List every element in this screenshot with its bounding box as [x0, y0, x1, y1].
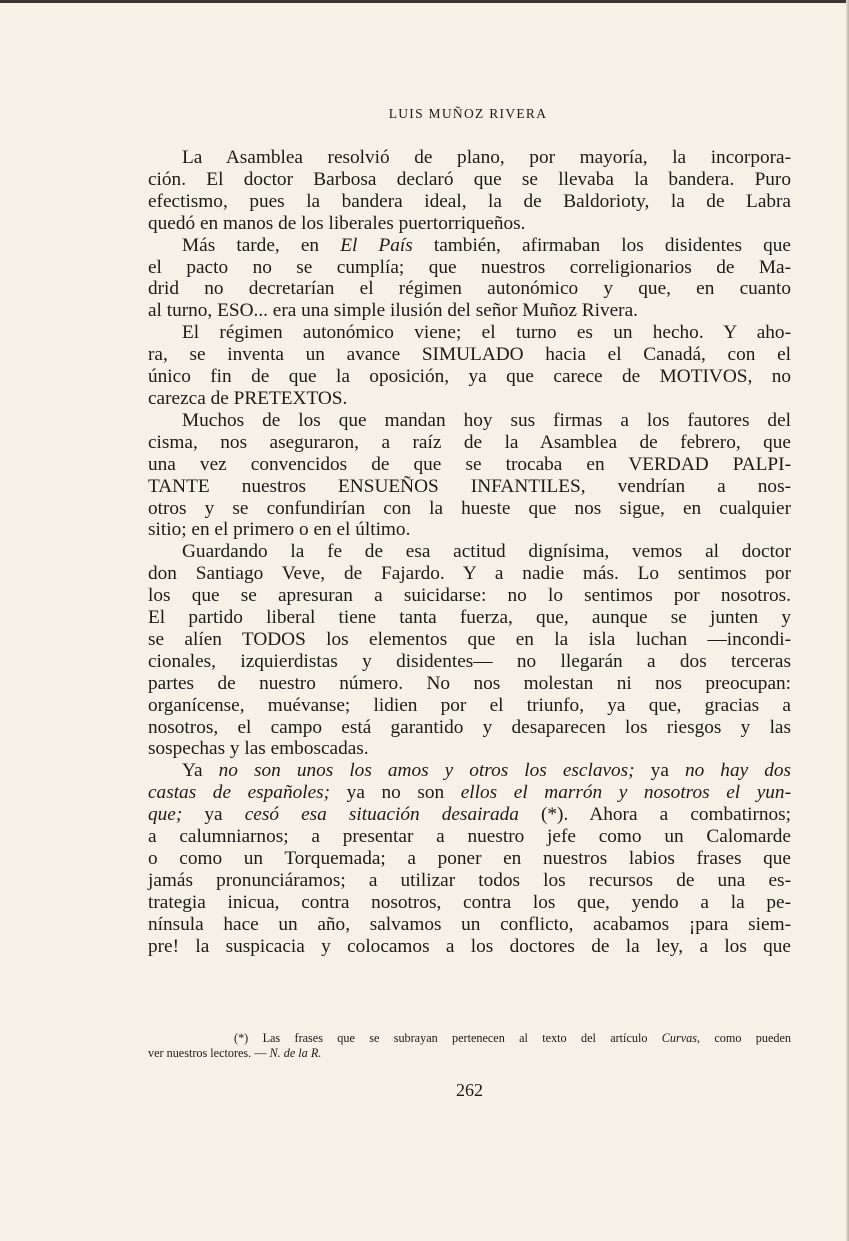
text-line: efectismo, pues la bandera ideal, la de Baldorioty, la de Labra [148, 190, 791, 212]
text-line: La Asamblea resolvió de plano, por mayoría, la incorpora- [182, 147, 791, 168]
text-line: castas de españoles; ya no son ellos el marrón y nosotros el yun- [148, 782, 791, 804]
text-line: ra, se inventa un avance SIMULADO hacia el Canadá, con el [148, 344, 791, 366]
text-line: organícense, muévanse; lidien por el triunfo, ya que, gracias a [148, 694, 791, 716]
running-head: LUIS MUÑOZ RIVERA [388, 106, 548, 121]
body-text [148, 147, 791, 958]
text-line: se alíen TODOS los elementos que en la isla luchan —incondi- [148, 628, 791, 650]
footnote [148, 1031, 791, 1061]
page-number: 262 [456, 1080, 483, 1100]
text-line: don Santiago Veve, de Fajardo. Y a nadie más. Lo sentimos por [148, 563, 791, 585]
text-line: ción. El doctor Barbosa declaró que se llevaba la bandera. Puro [148, 168, 791, 190]
text-line: El régimen autonómico viene; el turno es un hecho. Y aho- [182, 322, 791, 344]
text-line: una vez convencidos de que se trocaba en VERDAD PALPI- [148, 453, 791, 475]
text-line: que; ya cesó esa situación desairada (*). Ahora a combatirnos; [148, 804, 792, 826]
text-line: el pacto no se cumplía; que nuestros correligionarios de Ma- [148, 256, 791, 278]
text-line: Ya no son unos los amos y otros los esclavos; ya no hay dos [182, 760, 791, 782]
text-line: pre! la suspicacia y colocamos a los doctores de la ley, a los que [148, 935, 791, 957]
footnote-line: (*) Las frases que se subrayan pertenecen al texto del artículo Curvas, como pueden [148, 1031, 791, 1045]
text-line: al turno, ESO... era una simple ilusión del señor Muñoz Rivera. [148, 300, 638, 322]
text-line: Guardando la fe de esa actitud dignísima, vemos al doctor [182, 541, 791, 563]
text-line: TANTE nuestros ENSUEÑOS INFANTILES, vendrían a nos- [148, 475, 791, 497]
text-line: sospechas y las emboscadas. [148, 738, 369, 760]
paragraph [148, 147, 791, 235]
text-line: nínsula hace un año, salvamos un conflicto, acabamos ¡para siem- [148, 913, 791, 935]
paragraph [148, 410, 791, 541]
footnote-line: ver nuestros lectores. — N. de la R. [148, 1046, 322, 1060]
text-line: único fin de que la oposición, ya que carece de MOTIVOS, no [148, 366, 791, 388]
text-line: sitio; en el primero o en el último. [148, 519, 411, 541]
paragraph [148, 760, 791, 957]
text-line: Más tarde, en El País también, afirmaban los disidentes que [182, 234, 791, 256]
paragraph [148, 235, 791, 323]
text-line: nosotros, el campo está garantido y desaparecen los riesgos y las [148, 716, 791, 738]
paragraph [148, 541, 791, 760]
text-line: los que se apresuran a suicidarse: no lo sentimos por nosotros. [148, 585, 791, 607]
text-line: drid no decretarían el régimen autonómico y que, en cuanto [148, 278, 791, 300]
text-line: cionales, izquierdistas y disidentes— no llegarán a dos terceras [148, 650, 791, 672]
text-line: partes de nuestro número. No nos molestan ni nos preocupan: [148, 672, 791, 694]
text-line: a calumniarnos; a presentar a nuestro jefe como un Calomarde [148, 826, 791, 848]
text-line: El partido liberal tiene tanta fuerza, que, aunque se junten y [148, 607, 791, 629]
text-line: jamás pronunciáramos; a utilizar todos los recursos de una es- [148, 869, 791, 891]
text-line: Muchos de los que mandan hoy sus firmas a los fautores del [182, 409, 791, 431]
text-line: o como un Torquemada; a poner en nuestros labios frases que [148, 848, 791, 869]
text-line: carezca de PRETEXTOS. [148, 387, 348, 409]
text-line: trategia inicua, contra nosotros, contra los que, yendo a la pe- [148, 891, 791, 913]
text-line: cisma, nos aseguraron, a raíz de la Asamblea de febrero, que [148, 431, 791, 453]
text-line: otros y se confundirían con la hueste que nos sigue, en cualquier [148, 497, 791, 519]
page-top-edge [0, 0, 849, 3]
paragraph [148, 322, 791, 410]
text-line: quedó en manos de los liberales puertorriqueños. [148, 212, 526, 234]
